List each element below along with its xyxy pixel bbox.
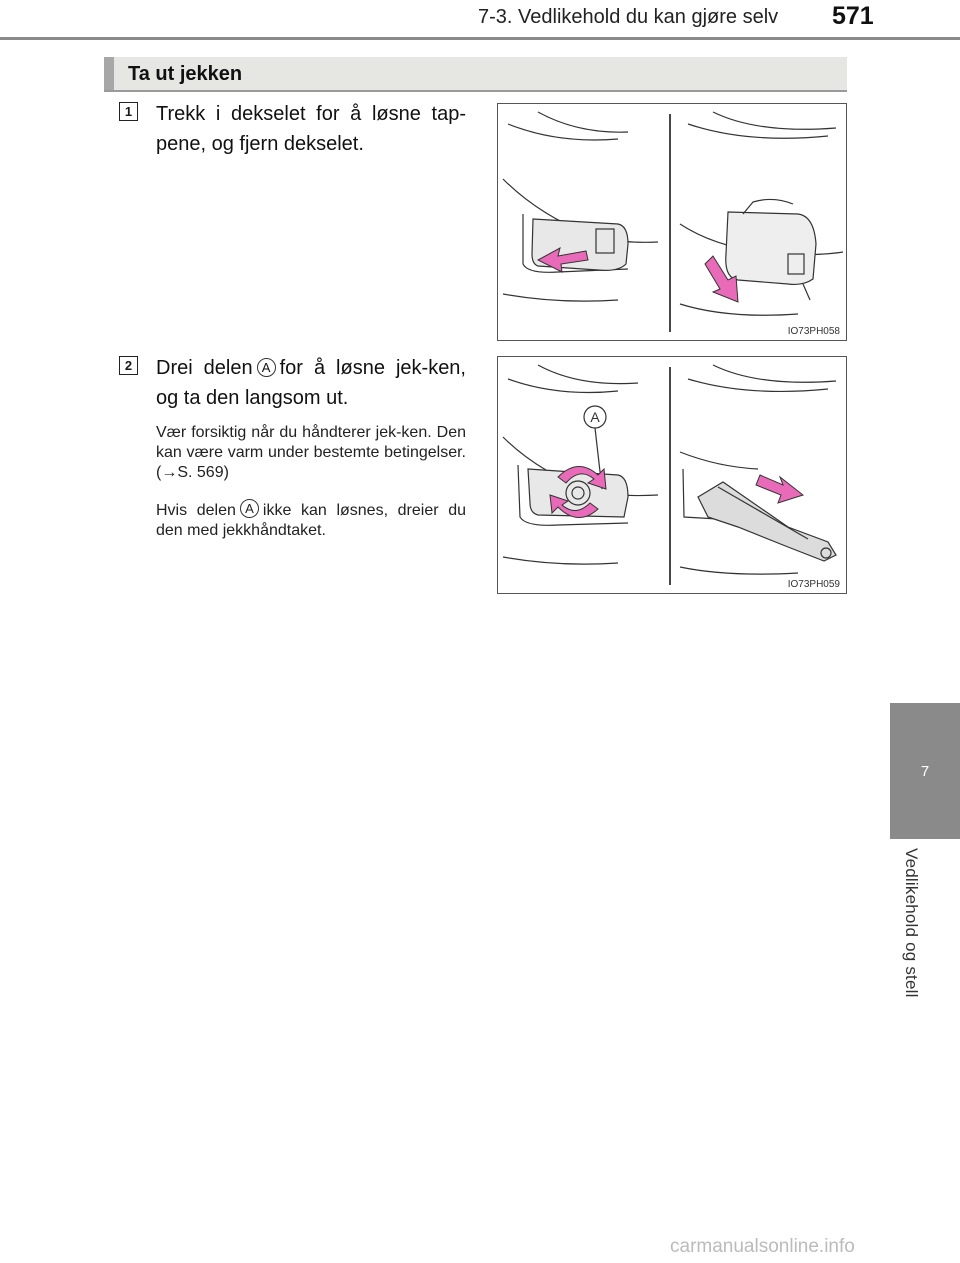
figure-label-a: A (590, 409, 600, 425)
step-text-2-before: Drei delen (156, 357, 253, 379)
part-a-marker: A (257, 358, 276, 377)
step-text-1: Trekk i dekselet for å løsne tap-pene, og fjern dekselet. (156, 103, 466, 155)
part-a-marker-note: A (240, 499, 259, 518)
cover-illustration (498, 104, 846, 340)
figure-remove-cover (497, 103, 847, 341)
page-number: 571 (832, 2, 874, 30)
chapter-number: 7 (920, 762, 930, 780)
step-text-2-after: for å løsne jek-ken, og ta den langsom ut. (156, 357, 466, 409)
step-2-note-handle (156, 499, 466, 541)
watermark[interactable]: carmanualsonline.info (670, 1236, 855, 1257)
figure-code-2: IO73PH059 (787, 579, 840, 590)
jack-illustration (498, 357, 846, 593)
figure-code-1: IO73PH058 (787, 326, 840, 337)
section-heading-underline (104, 90, 847, 92)
chapter-title-vertical: Vedlikehold og stell (902, 848, 921, 998)
chapter-tab (890, 703, 960, 839)
step-text-2 (156, 353, 466, 413)
section-title: Ta ut jekken (128, 63, 243, 85)
step-number-1: 1 (119, 102, 138, 121)
note2-after: ikke kan løsnes, dreier du den med jekkhåndtaket. (156, 502, 466, 539)
step-number-2: 2 (119, 356, 138, 375)
figure-remove-jack (497, 356, 847, 594)
note2-before: Hvis delen (156, 502, 236, 519)
step-2-note-hot-jack: Vær forsiktig når du håndterer jek-ken. Den kan være varm under bestemte betingelser. (→S. 569) (156, 424, 466, 481)
header-section-title: 7-3. Vedlikehold du kan gjøre selv (478, 6, 779, 28)
header-rule (0, 37, 960, 40)
